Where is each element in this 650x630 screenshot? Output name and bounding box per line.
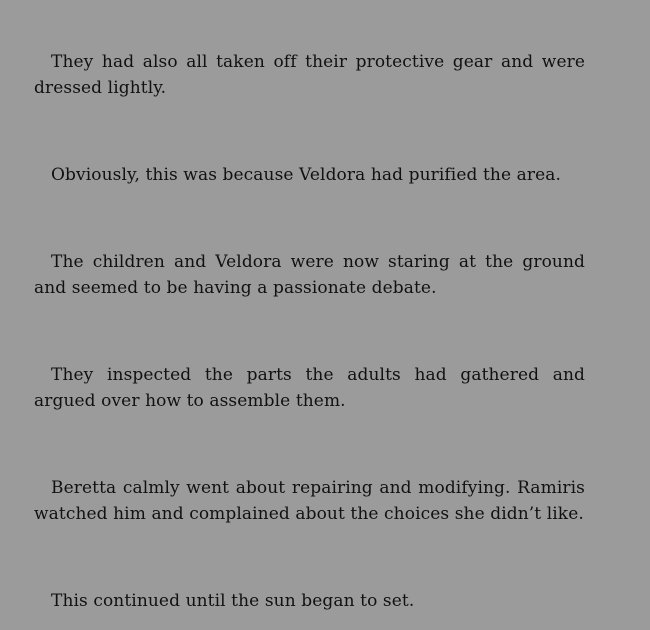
paragraph-4: They inspected the parts the adults had gathered and argued over how to assemble them. bbox=[34, 365, 585, 411]
paragraph-5: Beretta calmly went about repairing and modifying. Ramiris watched him and complained about the choices she didn’t like. bbox=[34, 478, 585, 524]
paragraph-1: They had also all taken off their protective gear and were dressed lightly. bbox=[34, 52, 585, 98]
paragraph-6: This continued until the sun began to set. bbox=[51, 591, 415, 611]
paragraph-2: Obviously, this was because Veldora had purified the area. bbox=[51, 165, 561, 185]
paragraph-3: The children and Veldora were now staring at the ground and seemed to be having a passionate debate. bbox=[34, 252, 585, 298]
